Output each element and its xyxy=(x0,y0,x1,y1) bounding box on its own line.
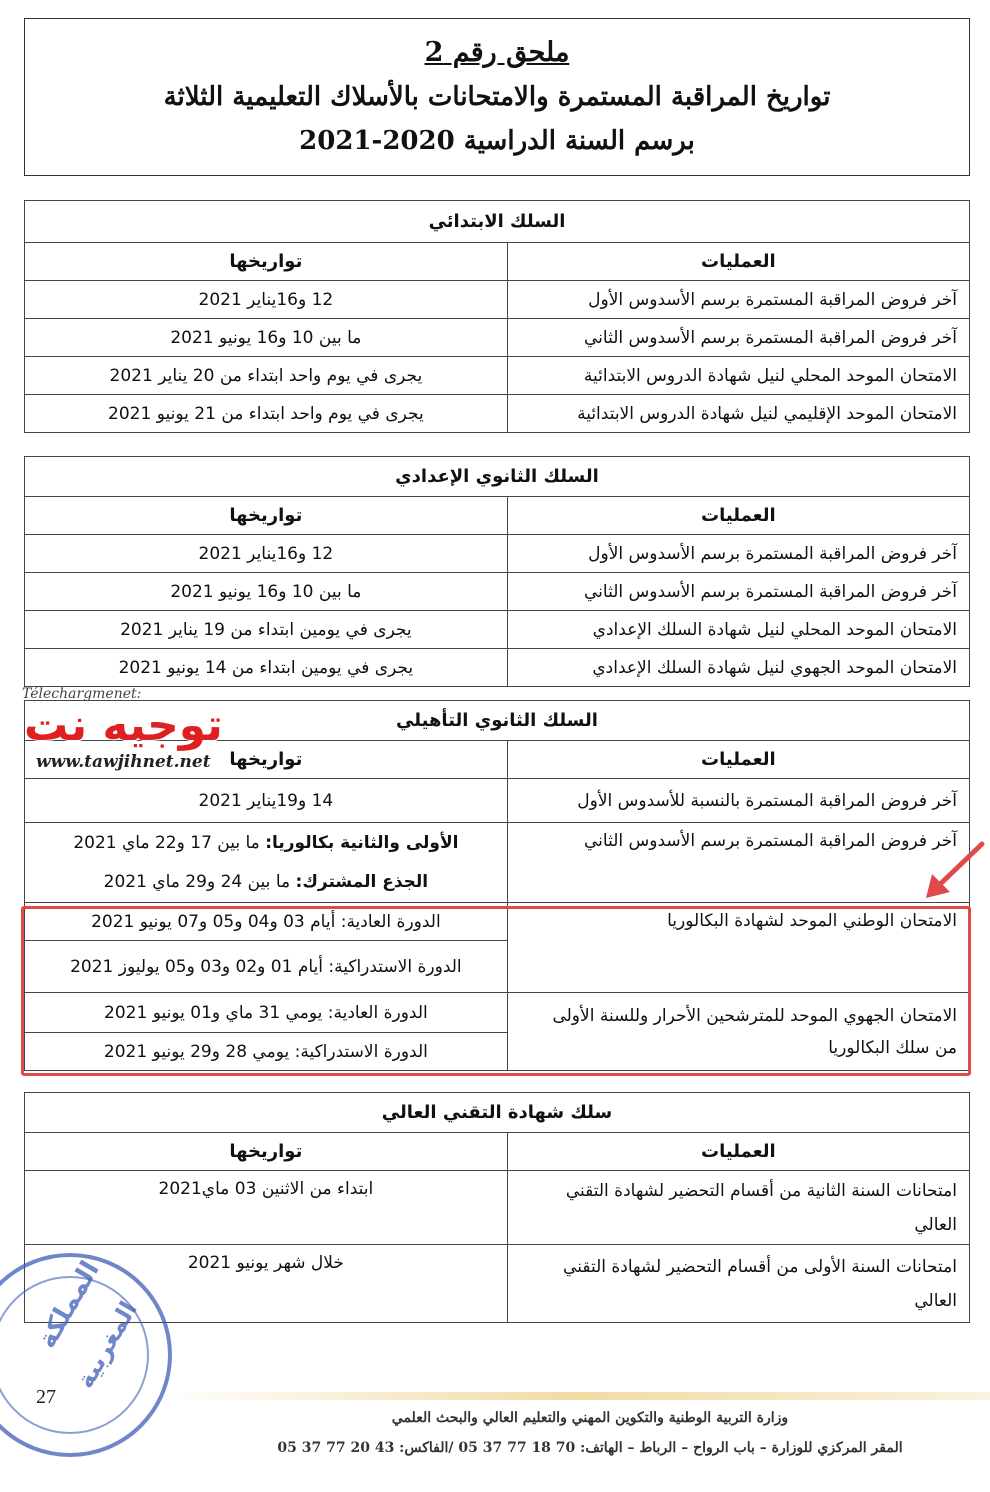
page-number: 27 xyxy=(36,1386,56,1408)
col-dates: تواريخها xyxy=(25,243,508,281)
table-row xyxy=(25,823,970,863)
operation-line: العالي xyxy=(914,1214,957,1235)
operation-cell: الامتحان الموحد المحلي لنيل شهادة الدروس الابتدائية xyxy=(507,357,969,395)
operation-cell: الامتحان الوطني الموحد لشهادة البكالوريا xyxy=(507,903,969,993)
date-cell: خلال شهر يونيو 2021 xyxy=(25,1245,508,1323)
operation-cell: الامتحان الموحد المحلي لنيل شهادة السلك الإعدادي xyxy=(507,611,969,649)
date-cell: يجرى في يوم واحد ابتداء من 20 يناير 2021 xyxy=(25,357,508,395)
operation-line: امتحانات السنة الثانية من أقسام التحضير لشهادة التقني xyxy=(565,1180,957,1201)
operation-cell xyxy=(507,1171,969,1245)
watermark-download-label: Télechargmenet: xyxy=(22,686,142,702)
operation-cell xyxy=(507,1245,969,1323)
table-row xyxy=(25,395,970,433)
table-row xyxy=(25,649,970,687)
operation-line: العالي xyxy=(914,1290,957,1311)
footer-band xyxy=(160,1392,990,1400)
date-cell: الدورة الاستدراكية: يومي 28 و29 يونيو 2021 xyxy=(25,1033,508,1071)
date-cell: 14 و19يناير 2021 xyxy=(25,779,508,823)
date-value: ما بين 24 و29 ماي 2021 xyxy=(103,872,296,893)
date-cell: 12 و16يناير 2021 xyxy=(25,535,508,573)
operation-cell: آخر فروض المراقبة المستمرة بالنسبة للأسدوس الأول xyxy=(507,779,969,823)
date-cell: ابتداء من الاثنين 03 ماي2021 xyxy=(25,1171,508,1245)
operation-cell: آخر فروض المراقبة المستمرة برسم الأسدوس الثاني xyxy=(507,573,969,611)
svg-text:المغربية: المغربية xyxy=(70,1296,143,1393)
svg-text:المملكة: المملكة xyxy=(32,1256,106,1354)
section-title: السلك الابتدائي xyxy=(25,201,970,243)
footer-address: المقر المركزي للوزارة – باب الرواح – الرباط – الهاتف: 70 18 77 37 05 /الفاكس: 43 20 77 37 05 xyxy=(277,1440,903,1456)
operation-cell: آخر فروض المراقبة المستمرة برسم الأسدوس الأول xyxy=(507,535,969,573)
date-cell: 12 و16يناير 2021 xyxy=(25,281,508,319)
document-title: تواريخ المراقبة المستمرة والامتحانات بالأسلاك التعليمية الثلاثة xyxy=(163,82,831,112)
date-cell: الدورة الاستدراكية: أيام 01 و02 و03 و05 يوليوز 2021 xyxy=(25,941,508,993)
operation-cell: آخر فروض المراقبة المستمرة برسم الأسدوس الثاني xyxy=(507,319,969,357)
middle-table xyxy=(24,456,970,687)
official-stamp-icon xyxy=(0,1240,200,1460)
document-subtitle: برسم السنة الدراسية 2020-2021 xyxy=(299,126,695,156)
col-dates: تواريخها xyxy=(25,741,508,779)
date-cell: ما بين 10 و16 يونيو 2021 xyxy=(25,573,508,611)
col-operations: العمليات xyxy=(507,243,969,281)
red-arrow-icon xyxy=(920,838,986,904)
col-operations: العمليات xyxy=(507,741,969,779)
header-box xyxy=(24,18,970,176)
date-cell: يجرى في يومين ابتداء من 19 يناير 2021 xyxy=(25,611,508,649)
col-dates: تواريخها xyxy=(25,1133,508,1171)
table-row xyxy=(25,357,970,395)
section-title: سلك شهادة التقني العالي xyxy=(25,1093,970,1133)
watermark-url: www.tawjihnet.net xyxy=(36,752,211,772)
col-operations: العمليات xyxy=(507,497,969,535)
section-title: السلك الثانوي الإعدادي xyxy=(25,457,970,497)
date-value: ما بين 17 و22 ماي 2021 xyxy=(73,832,266,853)
watermark-brand: توجيه نت xyxy=(24,700,223,751)
table-row xyxy=(25,573,970,611)
table-row xyxy=(25,319,970,357)
operation-line: الامتحان الجهوي الموحد للمترشحين الأحرار وللسنة الأولى xyxy=(552,1005,957,1026)
operation-cell: آخر فروض المراقبة المستمرة برسم الأسدوس الثاني xyxy=(507,823,969,903)
date-label: الأولى والثانية بكالوريا: xyxy=(265,832,459,853)
operation-cell: الامتحان الموحد الجهوي لنيل شهادة السلك الإعدادي xyxy=(507,649,969,687)
operation-line: امتحانات السنة الأولى من أقسام التحضير لشهادة التقني xyxy=(563,1256,957,1277)
date-cell: ما بين 10 و16 يونيو 2021 xyxy=(25,319,508,357)
table-row xyxy=(25,281,970,319)
annex-title: ملحق رقم 2 xyxy=(424,37,570,68)
table-row xyxy=(25,535,970,573)
date-cell xyxy=(25,823,508,863)
date-cell: الدورة العادية: يومي 31 ماي و01 يونيو 2021 xyxy=(25,993,508,1033)
operation-line: من سلك البكالوريا xyxy=(828,1037,957,1058)
footer-ministry: وزارة التربية الوطنية والتكوين المهني والتعليم العالي والبحث العلمي xyxy=(391,1410,789,1426)
date-cell: يجرى في يوم واحد ابتداء من 21 يونيو 2021 xyxy=(25,395,508,433)
operation-cell: آخر فروض المراقبة المستمرة برسم الأسدوس الأول xyxy=(507,281,969,319)
date-cell xyxy=(25,863,508,903)
table-row xyxy=(25,611,970,649)
date-cell: يجرى في يومين ابتداء من 14 يونيو 2021 xyxy=(25,649,508,687)
col-dates: تواريخها xyxy=(25,497,508,535)
operation-cell: الامتحان الموحد الإقليمي لنيل شهادة الدروس الابتدائية xyxy=(507,395,969,433)
table-row xyxy=(25,1171,970,1245)
date-cell: الدورة العادية: أيام 03 و04 و05 و07 يونيو 2021 xyxy=(25,903,508,941)
table-row xyxy=(25,779,970,823)
col-operations: العمليات xyxy=(507,1133,969,1171)
highlight-box xyxy=(21,906,971,1076)
primary-table xyxy=(24,200,970,433)
date-label: الجذع المشترك: xyxy=(295,872,429,893)
section-title: السلك الثانوي التأهيلي xyxy=(25,701,970,741)
